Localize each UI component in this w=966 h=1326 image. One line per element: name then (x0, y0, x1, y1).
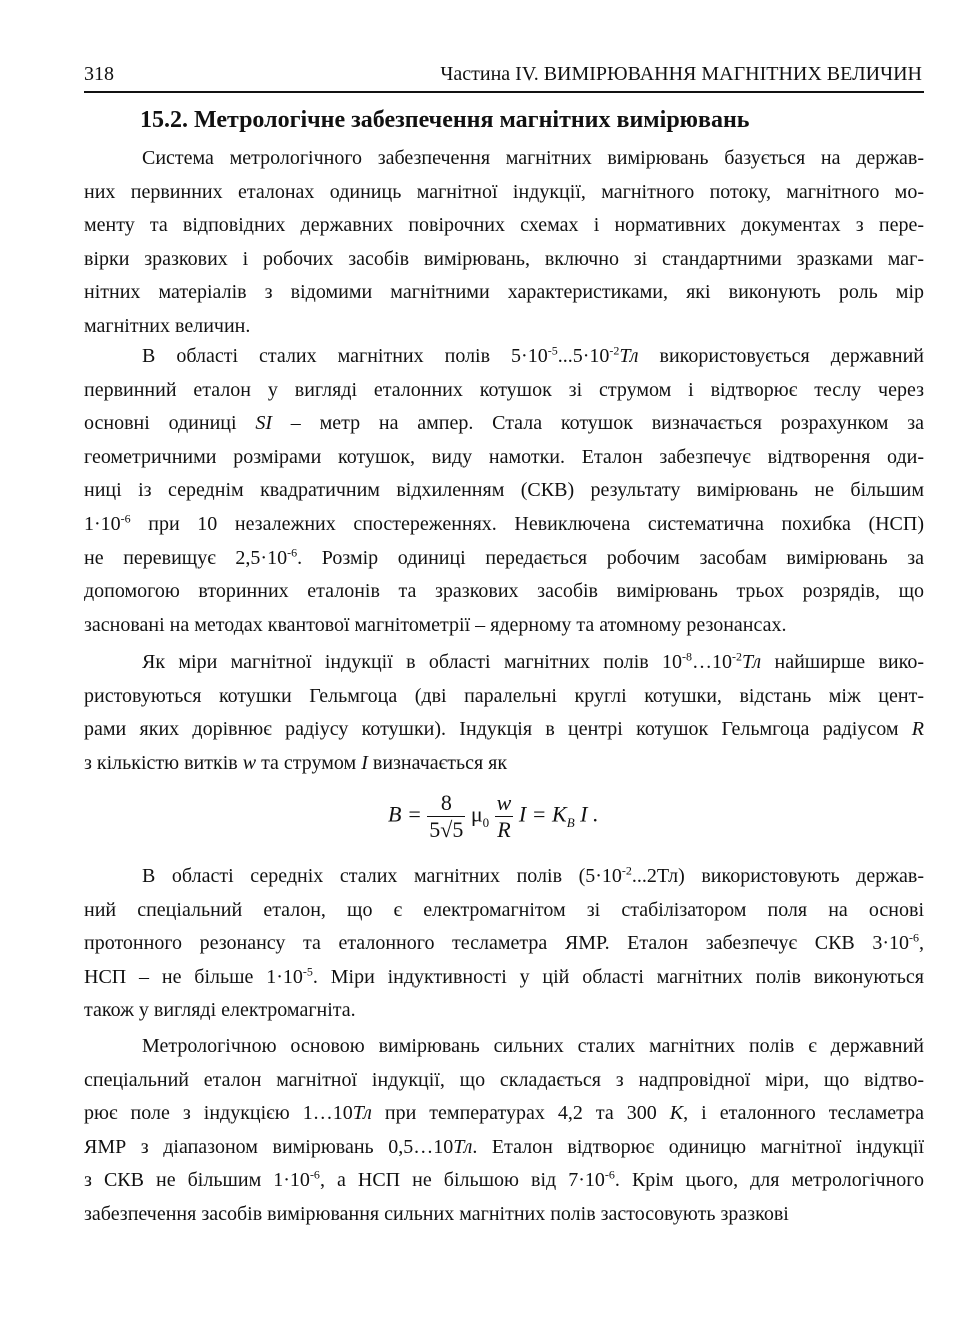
text-line: з кількістю витків w та струмом I визначається як (84, 751, 508, 774)
formula-tail: I . (580, 801, 599, 827)
text-line: засновані на методах квантової магнітометрії – ядерному та атомному резонансах. (84, 613, 787, 636)
text-line: забезпечення засобів вимірювання сильних магнітних полів застосовують зразкові (84, 1202, 789, 1225)
text-line: рює поле з індукцією 1…10Тл при температурах 4,2 та 300 K, і еталонного тесламетра (84, 1102, 924, 1125)
formula-frac2-den: R (497, 817, 511, 842)
text-line: основні одиниці SI – метр на ампер. Стала котушок визначається розрахунком за (84, 412, 925, 435)
text-line: також у вигляді електромагніта. (84, 999, 356, 1022)
header-rule (84, 91, 924, 93)
text-line: В області сталих магнітних полів $5\cdot 10^{-5}...5\cdot 10^{-2}Тл$ використовується державний (142, 343, 924, 367)
page-number: 318 (84, 63, 114, 85)
text-line: рами яких дорівнює радіусу котушки). Індукція в центрі котушок Гельмгоца радіусом R (84, 718, 924, 741)
section-title: 15.2. Метрологічне забезпечення магнітних вимірювань (140, 107, 750, 133)
formula-fraction-2 (495, 790, 514, 843)
formula-frac1-num: 8 (427, 790, 465, 817)
text-line: магнітних величин. (84, 314, 251, 337)
formula-frac2-num: w (496, 790, 512, 815)
text-line: них первинних еталонах одиниць магнітної індукції, магнітного потоку, магнітного мо- (84, 180, 924, 203)
text-line: ЯМР з діапазоном вимірювань 0,5…10Тл. Еталон відтворює одиницю магнітної індукції (84, 1135, 924, 1158)
text-line: допомогою вторинних еталонів та зразкових засобів вимірювань трьох розрядів, що (84, 580, 924, 603)
formula-mu-sub: 0 (482, 814, 490, 830)
formula-rhs: I = K (518, 801, 567, 827)
text-line: ристовуються котушки Гельмгоца (дві паралельні круглі котушки, відстань між цент- (84, 684, 924, 707)
text-line: нітних матеріалів з відомими магнітними характеристиками, які виконують роль мір (84, 281, 924, 304)
running-header (84, 62, 922, 86)
paragraph-5 (84, 1030, 924, 1232)
paragraph-3 (84, 646, 924, 780)
text-line: не перевищує $2,5\cdot 10^{-6}$. Розмір одиниці передається робочим засобам вимірювань за (84, 544, 925, 569)
helmholtz-formula (388, 790, 648, 850)
text-line: $1\cdot 10^{-6}$ при 10 незалежних спостереженнях. Невиключена систематична похибка (НСП) (84, 511, 924, 535)
text-line: Система метрологічного забезпечення магнітних вимірювань базується на держав- (142, 147, 924, 169)
text-line: ний спеціальний еталон, що є електромагнітом зі стабілізатором поля на основі (84, 898, 924, 921)
formula-frac1-den: 5√5 (429, 817, 464, 842)
text-line: Метрологічною основою вимірювань сильних сталих магнітних полів є державний (142, 1035, 924, 1057)
text-line: Як міри магнітної індукції в області магнітних полів $10^{-8}\dots 10^{-2}Тл$ найширше вико- (142, 649, 924, 673)
text-line: з СКВ не більшим $1\cdot 10^{-6}$, а НСП не більшою від $7\cdot 10^{-6}$. Крім цього, для метрологічного (84, 1167, 924, 1192)
running-title: Частина IV. ВИМІРЮВАННЯ МАГНІТНИХ ВЕЛИЧИН (440, 63, 922, 85)
text-line: менту та відповідних державних повірочних схемах і нормативних документах з пере- (84, 214, 924, 237)
text-line: ниці із середнім квадратичним відхиленням (СКВ) результату вимірювань не більшим (84, 479, 924, 502)
paragraph-4 (84, 860, 924, 1028)
text-line: геометричними розмірами котушок, виду намотки. Еталон забезпечує відтворення оди- (84, 445, 924, 468)
text-line: первинний еталон у вигляді еталонних котушок зі струмом і відтворює теслу через (84, 378, 924, 401)
formula-mu: μ (470, 801, 483, 827)
text-line: НСП – не більше $1\cdot 10^{-5}$. Міри індуктивності у цій області магнітних полів виконуються (84, 964, 924, 988)
text-line: протонного резонансу та еталонного тесламетра ЯМР. Еталон забезпечує СКВ $3\cdot 10^{-6}$, (84, 930, 924, 955)
formula-k-sub: B (566, 814, 575, 830)
paragraph-1 (84, 142, 924, 344)
text-line: спеціальний еталон магнітної індукції, що складається з надпровідної міри, що відтво- (84, 1068, 924, 1091)
paragraph-2 (84, 340, 924, 642)
formula-fraction-1 (427, 790, 465, 843)
text-line: В області середніх сталих магнітних полів $(5\cdot 10^{-2}...2Тл)$ використовують держав- (142, 863, 924, 887)
text-line: вірки зразкових і робочих засобів вимірювань, включно зі стандартними зразками маг- (84, 247, 924, 270)
formula-lhs: B = (388, 801, 422, 827)
